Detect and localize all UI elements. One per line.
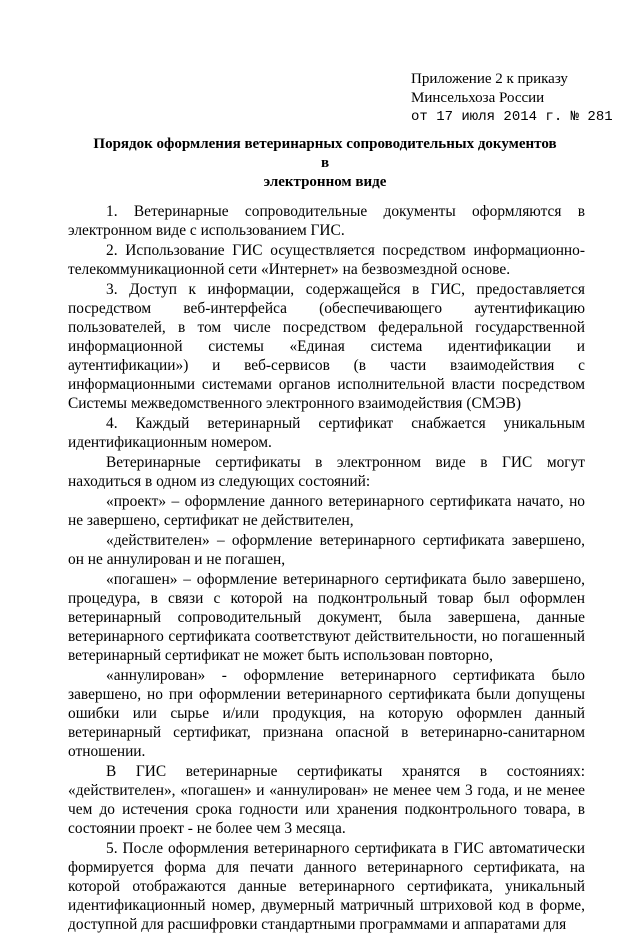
- appendix-block: [411, 70, 631, 127]
- document-title: [90, 135, 560, 192]
- appendix-line-3: от 17 июля 2014 г. № 281: [411, 109, 613, 125]
- paragraph-5: Ветеринарные сертификаты в электронном виде в ГИС могут находиться в одном из следующих состояний:: [68, 454, 585, 490]
- appendix-line-1: Приложение 2 к приказу: [411, 71, 568, 87]
- appendix-line-2: Минсельхоза России: [411, 90, 545, 106]
- document-body: [68, 202, 585, 935]
- paragraph-9: «аннулирован» - оформление ветеринарного сертификата было завершено, но при оформлении ветеринарного сертификата были допущены ошибки или сырье и/или продукция, на которую оформлен данный ветеринарный сертификат, признана опасной в ветеринарно-санитарном отношении.: [68, 667, 585, 760]
- paragraph-1: 1. Ветеринарные сопроводительные документы оформляются в электронном виде с использованием ГИС.: [68, 203, 585, 239]
- paragraph-6: «проект» – оформление данного ветеринарного сертификата начато, но не завершено, сертификат не действителен,: [68, 493, 585, 529]
- paragraph-2: 2. Использование ГИС осуществляется посредством информационно-телекоммуникационной сети «Интернет» на безвозмездной основе.: [68, 242, 585, 278]
- paragraph-11: 5. После оформления ветеринарного сертификата в ГИС автоматически формируется форма для печати данного ветеринарного сертификата, на которой отображаются данные ветеринарного сертификата, уникальный идентификационный номер, двумерный матричный штриховой код в форме, доступной для расшифровки стандартными программами и аппаратами для: [68, 840, 585, 933]
- title-line-1: Порядок оформления ветеринарных сопроводительных документов в: [93, 136, 557, 171]
- paragraph-10: В ГИС ветеринарные сертификаты хранятся в состояниях: «действителен», «погашен» и «аннулирован» не менее чем 3 года, и не менее чем до истечения срока годности или хранения подконтрольного товара, в состоянии проект - не более чем 3 месяца.: [68, 763, 585, 837]
- paragraph-7: «действителен» – оформление ветеринарного сертификата завершено, он не аннулирован и не погашен,: [68, 532, 585, 568]
- paragraph-3: 3. Доступ к информации, содержащейся в ГИС, предоставляется посредством веб-интерфейса (обеспечивающего аутентификацию пользователей, в том числе посредством федеральной государственной информационной системы «Единая система идентификации и аутентификации») и веб-сервисов (в части взаимодействия с информационными системами органов исполнительной власти посредством Системы межведомственного электронного взаимодействия (СМЭВ): [68, 281, 585, 412]
- paragraph-4: 4. Каждый ветеринарный сертификат снабжается уникальным идентификационным номером.: [68, 415, 585, 451]
- title-line-2: электронном виде: [263, 174, 387, 190]
- paragraph-8: «погашен» – оформление ветеринарного сертификата было завершено, процедура, в связи с которой на подконтрольный товар был оформлен ветеринарный сопроводительный документ, была завершена, данные ветеринарного сертификата соответствуют действительности, но погашенный ветеринарный сертификат не может быть использован повторно,: [68, 571, 585, 664]
